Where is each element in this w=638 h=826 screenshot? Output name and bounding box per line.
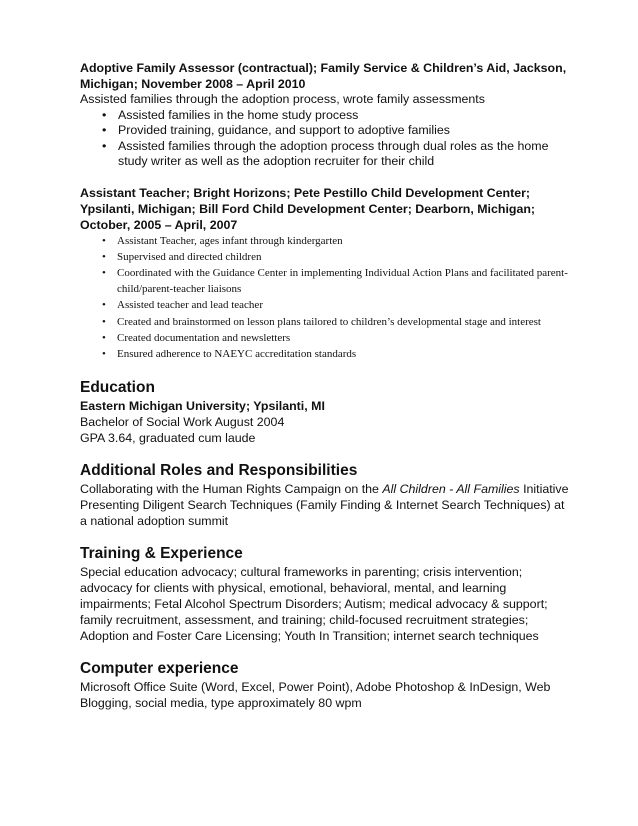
section-heading: Additional Roles and Responsibilities xyxy=(80,462,358,480)
list-item: • Assisted teacher and lead teacher xyxy=(80,297,570,313)
additional-roles-section xyxy=(80,461,570,529)
list-item: • Assisted families through the adoption process through dual roles as the home study writer as well as the adoption recruiter for their child xyxy=(80,139,570,170)
training-line: advocacy for clients with physical, emotional, behavioral, mental, and learning xyxy=(80,581,507,596)
training-line: impairments; Fetal Alcohol Spectrum Disorders; Autism; medical advocacy & support; xyxy=(80,597,548,612)
list-item: • Assisted families in the home study process xyxy=(80,108,570,124)
computer-section xyxy=(80,659,570,711)
section-heading: Training & Experience xyxy=(80,545,243,563)
role-line xyxy=(80,481,570,497)
list-item: • Provided training, guidance, and support to adoptive families xyxy=(80,123,570,139)
job-title: Adoptive Family Assessor (contractual); Family Service & Children’s Aid, Jackson, Michigan; November 2008 – April 2010 xyxy=(80,61,567,91)
training-line: Adoption and Foster Care Licensing; Youth In Transition; internet search techniques xyxy=(80,629,539,644)
education-section xyxy=(80,378,570,446)
list-item: • Assistant Teacher, ages infant through kindergarten xyxy=(80,233,570,249)
computer-line: Blogging, social media, type approximately 80 wpm xyxy=(80,696,362,711)
spacer xyxy=(80,170,570,185)
job-bullet-list xyxy=(80,108,570,170)
list-item: • Supervised and directed children xyxy=(80,249,570,265)
job-entry-assistant-teacher xyxy=(80,185,570,363)
job-title: Assistant Teacher; Bright Horizons; Pete Pestillo Child Development Center; Ypsilanti, Michigan; Bill Ford Child Development Center; Dearborn, Michigan; October, 2005 – April, 2007 xyxy=(80,185,536,232)
initiative-name: All Children - All Families xyxy=(382,482,520,497)
computer-line: Microsoft Office Suite (Word, Excel, Power Point), Adobe Photoshop & InDesign, Web xyxy=(80,680,551,695)
degree: Bachelor of Social Work August 2004 xyxy=(80,415,285,430)
list-item: • Ensured adherence to NAEYC accreditation standards xyxy=(80,346,570,362)
job-bullet-list xyxy=(80,233,570,363)
gpa: GPA 3.64, graduated cum laude xyxy=(80,431,256,446)
list-item: • Created and brainstormed on lesson plans tailored to children’s developmental stage and interest xyxy=(80,314,570,330)
role-text: Initiative xyxy=(519,482,569,497)
training-line: family recruitment, assessment, and training; child-focused recruitment strategies; xyxy=(80,613,529,628)
role-line: Presenting Diligent Search Techniques (Family Finding & Internet Search Techniques) at a national adoption summit xyxy=(80,498,565,529)
list-item: • Coordinated with the Guidance Center in implementing Individual Action Plans and facilitated parent-child/parent-teacher liaisons xyxy=(80,265,570,297)
resume-page xyxy=(80,60,570,711)
school-name: Eastern Michigan University; Ypsilanti, MI xyxy=(80,399,325,414)
job-description: Assisted families through the adoption process, wrote family assessments xyxy=(80,92,485,106)
section-heading: Computer experience xyxy=(80,660,239,678)
training-line: Special education advocacy; cultural frameworks in parenting; crisis intervention; xyxy=(80,565,523,580)
section-heading: Education xyxy=(80,379,155,397)
job-entry-adoptive-family-assessor xyxy=(80,60,570,170)
list-item: • Created documentation and newsletters xyxy=(80,330,570,346)
role-text: Collaborating with the Human Rights Campaign on the xyxy=(80,482,383,497)
training-section xyxy=(80,544,570,644)
